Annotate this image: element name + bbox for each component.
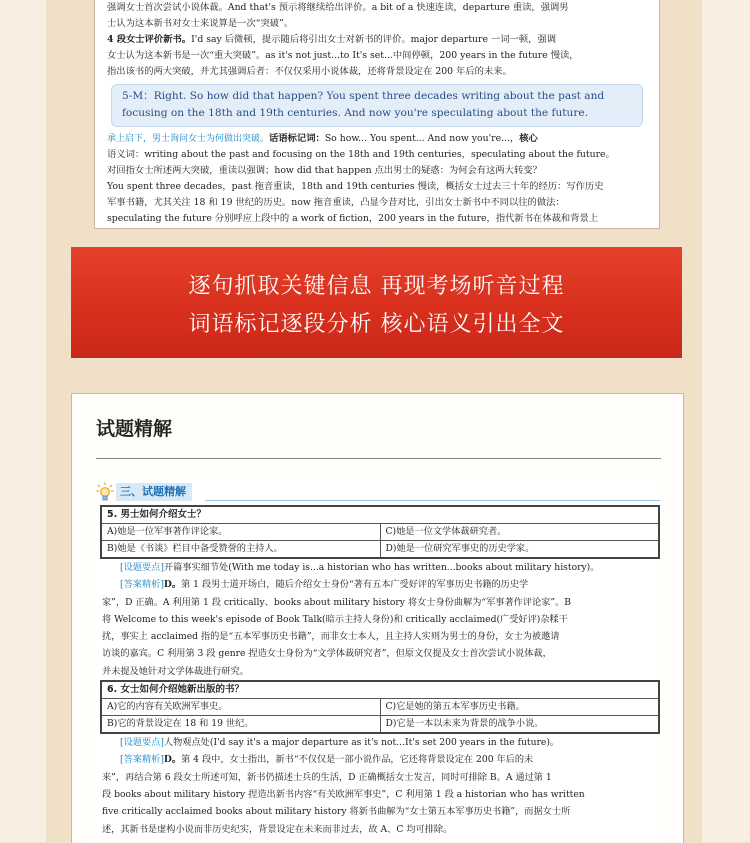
- hl-line: [95, 131, 659, 147]
- q5-answer-line: 扰，事实上 acclaimed 指的是“五本军事历史书籍”，而非女士本人，且主持人实则为男士的身份，女士为被邀请: [102, 631, 560, 643]
- setpoint-text: 开篇事实细节处(With me today is...a historian who has written...books about military history)。: [163, 562, 600, 573]
- analysis-line: speculating the future 分别呼应上段中的 a work of fiction，200 years in the future，指代新书在体裁和背景上: [107, 213, 599, 224]
- para4-line: 女士认为这本新书是一次“重大突破”。as it's not just...to It's set...中间停顿，200 years in the future 慢读，: [107, 50, 579, 61]
- q5-option-d: D)她是一位研究军事史的历史学家。: [380, 541, 659, 559]
- analysis-line: 军事书籍，尤其关注 18 和 19 世纪的历史。now 拖音重读，凸显今昔对比，引出女士新书中不同以往的做法：: [107, 197, 565, 208]
- promo-banner: [71, 247, 682, 358]
- page-margin-left: [0, 0, 46, 842]
- para4-lead: 4 段女士评价新书。: [107, 34, 192, 45]
- excerpt-line: 强调女士首次尝试小说体裁。And that's 预示将继续给出评价。a bit of a 快速连读，departure 重读，强调男: [107, 2, 569, 13]
- q5-answer: [95, 576, 662, 593]
- q6-answer-line: 段 books about military history 捏造出新书内容“有关欧洲军事史”，C 利用第 1 段 a historian who has written: [102, 788, 585, 800]
- answer-key: D。: [163, 579, 182, 591]
- q5-option-b: B)她是《书谈》栏目中备受赞誉的主持人。: [101, 541, 380, 559]
- q6-answer: [95, 751, 662, 768]
- q5-answer-line: 并未提及她针对文学体裁进行研究。: [102, 665, 249, 677]
- q5-answer-line: 访谈的嘉宾。C 利用第 3 段 genre 捏造女士身份为“文学体裁研究者”，但原文仅提及女士首次尝试小说体裁，: [102, 648, 552, 660]
- excerpt-line: 士认为这本新书对女士来说算是一次“突破”。: [107, 18, 294, 29]
- lightbulb-icon: [96, 482, 114, 502]
- para4-line: [95, 32, 659, 48]
- setpoint-text: 人物观点处(I'd say it's a major departure as it's not...It's set 200 years in the future)。: [163, 737, 560, 749]
- para4-line: 指出该书的两大突破，并尤其强调后者：不仅仅采用小说体裁，还将背景设定在 200 年后的未来。: [107, 66, 512, 77]
- q6-option-a: A)它的内容有关欧洲军事史。: [101, 699, 380, 716]
- title-divider: [96, 458, 661, 459]
- q6-option-c: C)它是她的第五本军事历史书籍。: [380, 699, 659, 716]
- answer-line: 第 1 段男士道开场白，随后介绍女士身份“著有五本广受好评的军事历史书籍的历史学: [181, 579, 529, 591]
- q5-setpoint: [95, 559, 662, 576]
- setpoint-tag: [设题要点]: [120, 562, 164, 573]
- core-line: 语义词：writing about the past and focusing on the 18th and 19th centuries，speculating about the future。: [107, 149, 615, 160]
- answer-line: 第 4 段中，女士指出，新书“不仅仅是一部小说作品，它还将背景设定在 200 年后的未: [181, 754, 534, 766]
- section-header: [95, 479, 662, 505]
- answer-tag: [答案精析]: [120, 579, 164, 591]
- q6-answer-line: 述，其新书是虚构小说而非历史纪实，背景设定在未来而非过去，故 A、C 均可排除。: [102, 823, 453, 835]
- excerpt-card: [94, 0, 660, 229]
- questions-card: [71, 393, 684, 843]
- analysis-line: You spent three decades，past 拖音重读，18th and 19th centuries 慢读，概括女士过去三十年的经历：写作历史: [107, 181, 604, 192]
- question-6-table: [100, 680, 660, 734]
- dialogue-box: 5-M：Right. So how did that happen? You spent three decades writing about the past and focusing on the 18th and 19th centuries. And now you're speculating about the future.: [111, 84, 643, 127]
- question-6-stem: 6. 女士如何介绍她新出版的书？: [101, 681, 659, 699]
- banner-line-1: 逐句抓取关键信息 再现考场听音过程: [188, 274, 565, 299]
- card-title: 试题精解: [96, 418, 173, 440]
- banner-line-2: 词语标记逐段分析 核心语义引出全文: [188, 312, 565, 337]
- core-label: 核心: [519, 133, 538, 144]
- page-margin-right: [702, 0, 750, 842]
- q6-option-b: B)它的背景设定在 18 和 19 世纪。: [101, 716, 380, 734]
- analysis-line: 对回指女士所述两大突破，重读以强调；how did that happen 点出男士的疑惑：为何会有这两大转变？: [107, 165, 542, 176]
- answer-tag: [答案精析]: [120, 754, 164, 766]
- answer-key: D。: [163, 754, 182, 766]
- q5-answer-line: 家”，D 正确。A 利用第 1 段 critically、books about military history 将女士身份曲解为“军事著作评论家”。B: [102, 596, 572, 608]
- setpoint-tag: [设题要点]: [120, 737, 164, 749]
- question-5-table: [100, 505, 660, 559]
- keyword-text: So how... You spent... And now you're...，: [324, 133, 520, 144]
- question-document: [95, 479, 662, 843]
- q6-answer-line: 来”，再结合第 6 段女士所述可知，新书仍描述士兵的生活，D 正确概括女士发言，同时可排除 B。A 通过第 1: [102, 771, 552, 783]
- q6-option-d: D)它是一本以未来为背景的战争小说。: [380, 716, 659, 734]
- q5-answer-line: 将 Welcome to this week's episode of Book Talk(暗示主持人身份)和 critically acclaimed(广受好评)杂糅干: [102, 613, 568, 625]
- q6-answer-line: five critically acclaimed books about military history 将新书曲解为“女士第五本军事历史书籍”，而据女士所: [102, 806, 571, 818]
- highlight-title: 承上启下，男士询问女士为何做出突破。: [107, 134, 270, 144]
- para4-text: I'd say 后微顿，提示随后将引出女士对新书的评价。major departure 一词一顿，强调: [191, 34, 557, 45]
- keyword-label: 话语标记词：: [269, 133, 325, 144]
- question-5-stem: 5. 男士如何介绍女士？: [101, 506, 659, 524]
- q5-option-a: A)她是一位军事著作评论家。: [101, 524, 380, 541]
- section-label: 三、试题精解: [116, 483, 192, 501]
- q5-option-c: C)她是一位文学体裁研究者。: [380, 524, 659, 541]
- section-underline: [205, 500, 660, 501]
- q6-setpoint: [95, 734, 662, 751]
